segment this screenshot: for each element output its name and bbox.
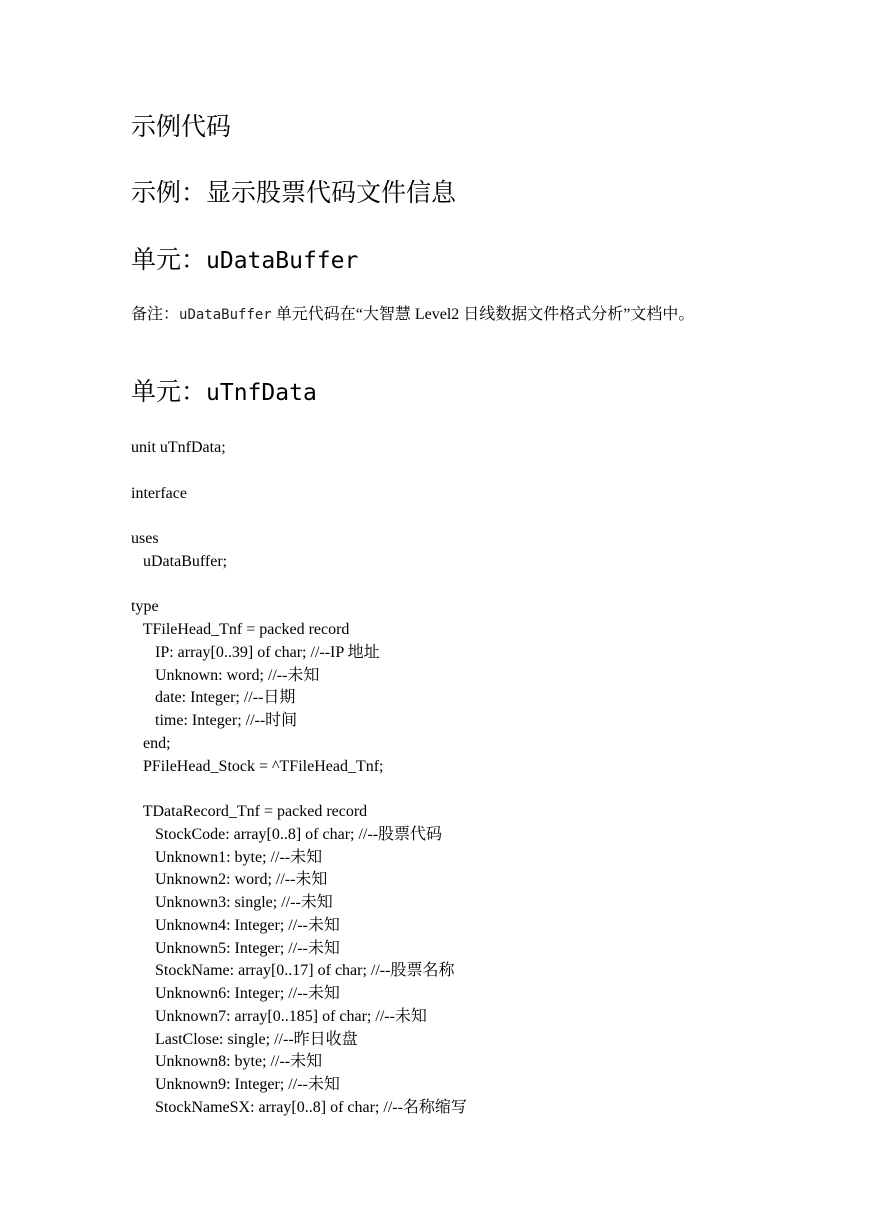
unit-heading-udatabuffer [131,245,358,276]
code-line: uses [131,530,159,547]
code-line: PFileHead_Stock = ^TFileHead_Tnf; [131,757,384,775]
code-line: Unknown3: single; //--未知 [131,894,333,911]
code-line: TDataRecord_Tnf = packed record [131,803,368,820]
code-block [131,437,831,1120]
code-line: uDataBuffer; [131,552,228,570]
note-paragraph [131,304,694,326]
code-line [131,574,831,597]
code-line: StockCode: array[0..8] of char; //--股票代码 [131,825,443,843]
code-line: Unknown2: word; //--未知 [131,871,328,889]
note-unit-name: uDataBuffer [179,307,272,323]
code-line [131,460,831,483]
unit-heading-utnfdata [131,377,317,408]
unit-heading-prefix: 单元： [131,377,207,406]
code-line: Unknown4: Integer; //--未知 [131,916,340,934]
example-title: 示例：显示股票代码文件信息 [131,178,457,207]
note-text: 单元代码在“大智慧 Level2 日线数据文件格式分析”文档中。 [271,306,695,323]
code-line: Unknown: word; //--未知 [131,666,320,684]
code-line [131,778,831,801]
code-line: LastClose: single; //--昨日收盘 [131,1030,358,1048]
code-line: Unknown1: byte; //--未知 [131,848,323,866]
code-line: end; [131,734,171,752]
code-line: StockName: array[0..17] of char; //--股票名称 [131,962,455,980]
code-line: date: Integer; //--日期 [131,689,296,707]
unit-heading-name: uDataBuffer [206,248,359,274]
note-prefix: 备注： [131,306,180,323]
code-line: IP: array[0..39] of char; //--IP 地址 [131,643,380,661]
unit-heading-prefix: 单元： [131,245,207,274]
code-line: type [131,598,159,616]
unit-heading-name: uTnfData [206,380,317,406]
code-line: Unknown6: Integer; //--未知 [131,985,340,1002]
code-line: unit uTnfData; [131,439,226,456]
section-title: 示例代码 [131,112,232,141]
code-line [131,505,831,528]
code-line: TFileHead_Tnf = packed record [131,621,350,638]
code-line: Unknown9: Integer; //--未知 [131,1076,340,1093]
code-line: interface [131,484,187,502]
code-line: Unknown5: Integer; //--未知 [131,939,340,957]
code-line: time: Integer; //--时间 [131,712,298,729]
code-line: StockNameSX: array[0..8] of char; //--名称缩写 [131,1098,467,1116]
code-line: Unknown8: byte; //--未知 [131,1053,323,1071]
code-line: Unknown7: array[0..185] of char; //--未知 [131,1007,427,1025]
